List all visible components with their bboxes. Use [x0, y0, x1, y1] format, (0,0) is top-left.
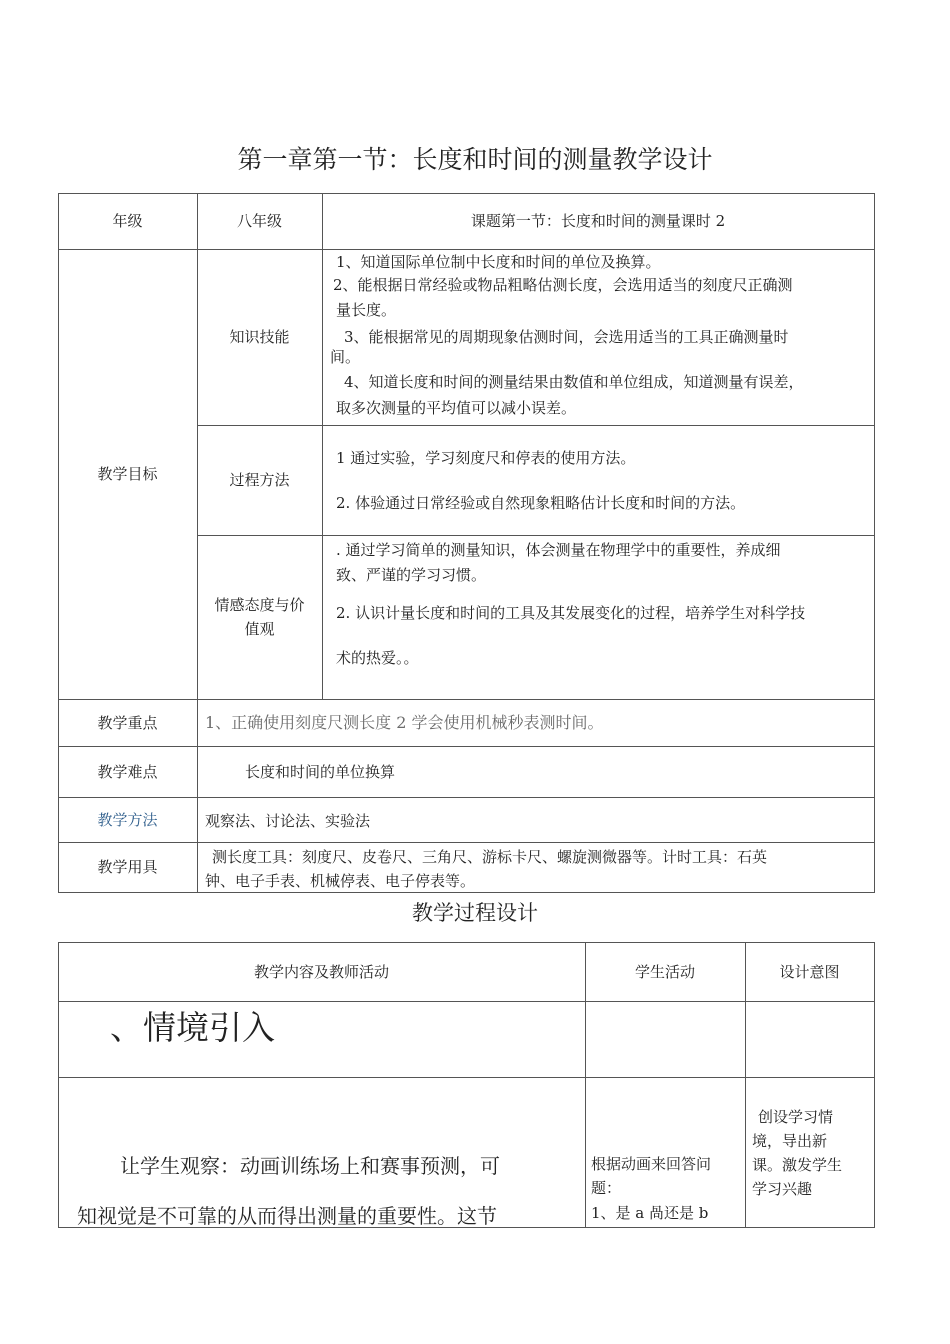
intent-line: 境，导出新: [752, 1132, 828, 1150]
tools-label: 教学用具: [97, 858, 158, 876]
emotion-line: 致、严谨的学习习惯。: [336, 566, 487, 584]
section-heading: 、情境引入: [110, 1008, 275, 1047]
difficulty-value: 长度和时间的单位换算: [245, 763, 396, 781]
emotion-label-line1: 情感态度与价: [214, 596, 305, 614]
header-teacher-activity: 教学内容及教师活动: [253, 962, 389, 981]
header-design-intent: 设计意图: [779, 962, 840, 981]
document-title: 第一章第一节：长度和时间的测量教学设计: [237, 145, 713, 174]
knowledge-label: 知识技能: [229, 328, 290, 346]
emotion-label-line2: 值观: [244, 620, 275, 638]
emotion-line: 2. 认识计量长度和时间的工具及其发展变化的过程，培养学生对科学技: [336, 604, 806, 622]
method-label: 教学方法: [97, 810, 158, 829]
knowledge-line: 3、能根据常见的周期现象估测时间，会选用适当的工具正确测量时: [344, 328, 789, 346]
student-line: 1、是 a 咼还是 b: [591, 1204, 709, 1222]
knowledge-line: 1、知道国际单位制中长度和时间的单位及换算。: [336, 253, 661, 271]
knowledge-line: 取多次测量的平均值可以减小误差。: [336, 399, 577, 417]
key-point-value: 1、正确使用刻度尺测长度 2 学会使用机械秒表测时间。: [205, 713, 604, 732]
teacher-line: 让学生观察：动画训练场上和赛事预测，可: [120, 1154, 500, 1178]
knowledge-line: 4、知道长度和时间的测量结果由数值和单位组成，知道测量有误差，: [344, 373, 804, 391]
emotion-line: . 通过学习简单的测量知识，体会测量在物理学中的重要性，养成细: [336, 541, 781, 559]
knowledge-line: 间。: [330, 348, 361, 366]
knowledge-line: 2、能根据日常经验或物品粗略估测长度，会选用适当的刻度尺正确测: [333, 276, 793, 294]
objectives-label: 教学目标: [97, 465, 158, 483]
process-line: 1 通过实验，学习刻度尺和停表的使用方法。: [336, 449, 636, 467]
student-line: 根据动画来回答问: [591, 1155, 712, 1173]
tools-line: 钟、电子手表、机械停表、电子停表等。: [205, 872, 476, 890]
process-line: 2. 体验通过日常经验或自然现象粗略估计长度和时间的方法。: [336, 494, 746, 512]
emotion-label: [197, 535, 322, 699]
header-student-activity: 学生活动: [634, 962, 695, 981]
intent-line: 课。激发学生: [752, 1156, 843, 1174]
process-title: 教学过程设计: [412, 901, 538, 925]
grade-label: 年级: [112, 212, 143, 230]
difficulty-label: 教学难点: [97, 762, 158, 781]
tools-line: 测长度工具：刻度尺、皮卷尺、三角尺、游标卡尺、螺旋测微器等。计时工具：石英: [212, 848, 768, 866]
intent-line: 学习兴趣: [752, 1180, 813, 1198]
knowledge-line: 量长度。: [336, 301, 397, 319]
key-point-label: 教学重点: [97, 713, 158, 732]
grade-value: 八年级: [236, 212, 282, 230]
emotion-line: 术的热爱。。: [336, 649, 419, 667]
teacher-line: 知视觉是不可靠的从而得出测量的重要性。这节: [77, 1204, 497, 1228]
topic-text: 课题第一节：长度和时间的测量课时 2: [470, 212, 726, 230]
intent-line: 创设学习情: [758, 1108, 834, 1126]
method-value: 观察法、讨论法、实验法: [205, 812, 371, 830]
process-label: 过程方法: [229, 471, 290, 489]
student-line: 题：: [591, 1179, 622, 1197]
